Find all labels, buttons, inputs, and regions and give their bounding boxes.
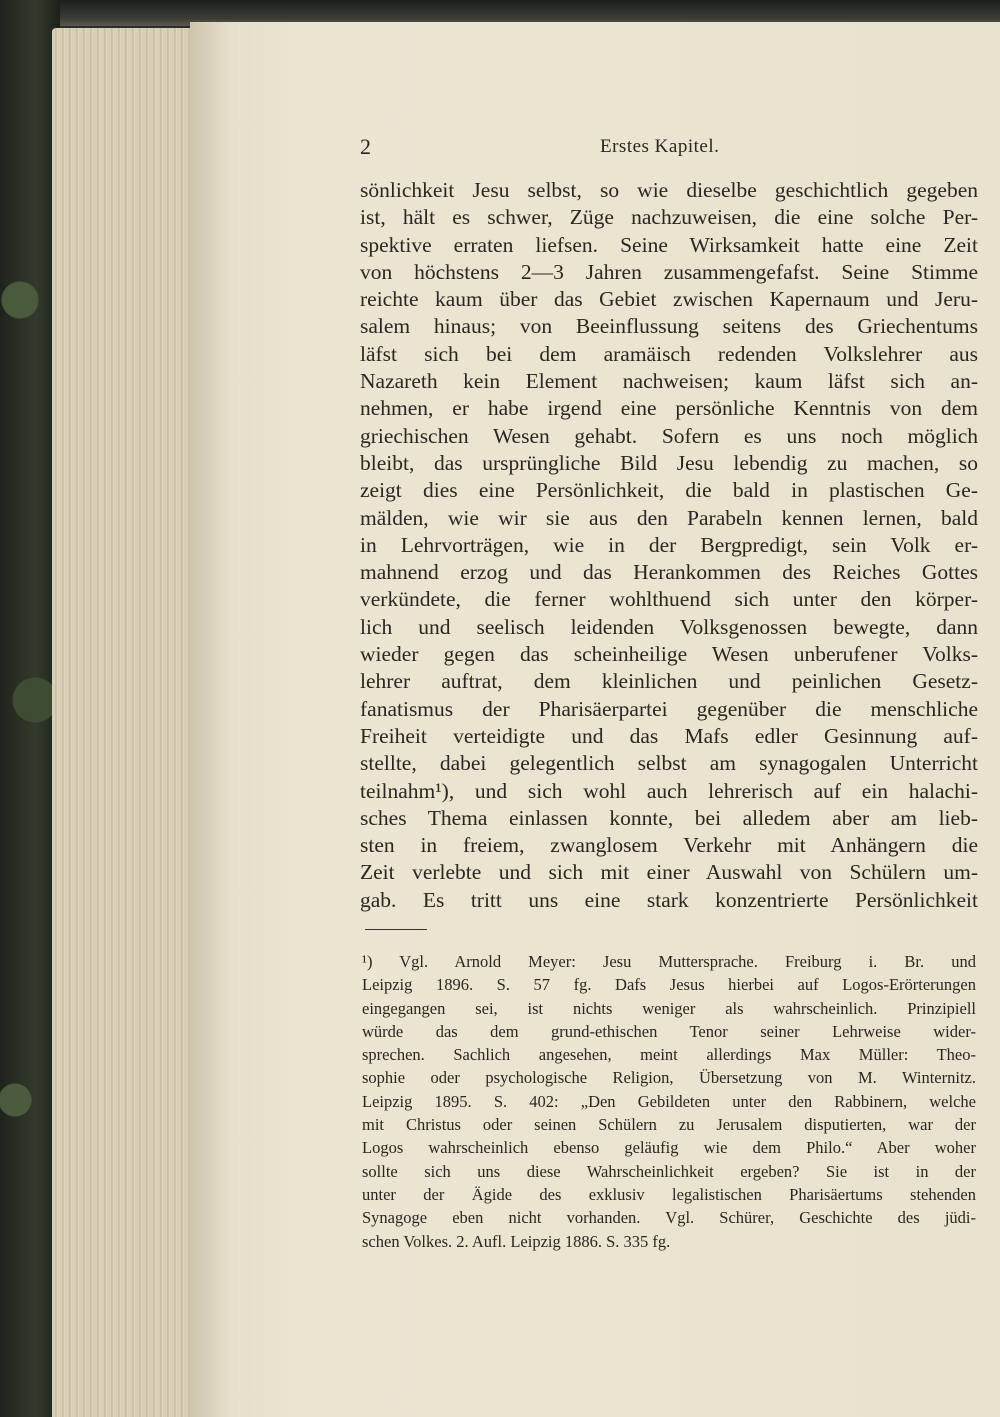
body-line: griechischen Wesen gehabt. Sofern es uns noch möglich bbox=[360, 423, 978, 448]
footnote-line: eingegangen sei, ist nichts weniger als wahrscheinlich. Prinzipiell bbox=[362, 998, 976, 1018]
footnote-line: Leipzig 1895. S. 402: „Den Gebildeten unter den Rabbinern, welche bbox=[362, 1091, 976, 1111]
page-number: 2 bbox=[360, 134, 371, 159]
body-line: lehrer auftrat, dem kleinlichen und peinlichen Gesetz- bbox=[360, 669, 978, 694]
body-line: in Lehrvorträgen, wie in der Bergpredigt, sein Volk er- bbox=[360, 532, 978, 557]
body-line: sönlichkeit Jesu selbst, so wie dieselbe geschichtlich gegeben bbox=[360, 178, 978, 202]
body-line: reichte kaum über das Gebiet zwischen Kapernaum und Jeru- bbox=[360, 287, 978, 312]
footnote-line: Leipzig 1896. S. 57 fg. Dafs Jesus hierbei auf Logos-Erörterungen bbox=[362, 975, 976, 995]
body-line: bleibt, das ursprüngliche Bild Jesu lebendig zu machen, so bbox=[360, 450, 978, 475]
body-line: fanatismus der Pharisäerpartei gegenüber die menschliche bbox=[360, 696, 978, 721]
page-header bbox=[360, 130, 980, 160]
body-line: wieder gegen das scheinheilige Wesen unberufener Volks- bbox=[360, 642, 978, 667]
footnote-line: schen Volkes. 2. Aufl. Leipzig 1886. S. 335 fg. bbox=[362, 1231, 671, 1251]
body-line: Nazareth kein Element nachweisen; kaum läfst sich an- bbox=[360, 369, 978, 394]
running-head: Erstes Kapitel. bbox=[600, 136, 720, 157]
footnote-line: Logos wahrscheinlich ebenso geläufig wie dem Philo.“ Aber woher bbox=[362, 1138, 976, 1158]
book-cover bbox=[0, 0, 60, 1417]
body-line: von höchstens 2—3 Jahren zusammengefafst. Seine Stimme bbox=[360, 259, 978, 284]
footnote-line: ¹) Vgl. Arnold Meyer: Jesu Muttersprache. Freiburg i. Br. und bbox=[362, 952, 976, 971]
footnote-line: Synagoge eben nicht vorhanden. Vgl. Schürer, Geschichte des jüdi- bbox=[362, 1208, 976, 1228]
body-line: zeigt dies eine Persönlichkeit, die bald in plastischen Ge- bbox=[360, 478, 978, 503]
body-line: verkündete, die ferner wohlthuend sich unter den körper- bbox=[360, 587, 978, 612]
footnote bbox=[362, 950, 976, 1253]
body-line: teilnahm¹), und sich wohl auch lehrerisch auf ein halachi- bbox=[360, 778, 978, 803]
body-line: sches Thema einlassen konnte, bei alledem aber am lieb- bbox=[360, 805, 978, 830]
body-line: Freiheit verteidigte und das Mafs edler Gesinnung auf- bbox=[360, 723, 978, 748]
body-line: ist, hält es schwer, Züge nachzuweisen, die eine solche Per- bbox=[360, 205, 978, 230]
body-line: gab. Es tritt uns eine stark konzentrierte Persönlichkeit bbox=[360, 887, 978, 912]
footnote-line: sprechen. Sachlich angesehen, meint allerdings Max Müller: Theo- bbox=[362, 1045, 976, 1065]
footnote-line: unter der Ägide des exklusiv legalistischen Pharisäertums stehenden bbox=[362, 1184, 976, 1204]
footnote-line: sophie oder psychologische Religion, Übersetzung von M. Winternitz. bbox=[362, 1068, 976, 1088]
body-line: Zeit verlebte und sich mit einer Auswahl von Schülern um- bbox=[360, 860, 978, 885]
footnote-line: mit Christus oder seinen Schülern zu Jerusalem disputierten, war der bbox=[362, 1115, 976, 1135]
body-line: sten in freiem, zwanglosem Verkehr mit Anhängern die bbox=[360, 833, 978, 858]
body-line: salem hinaus; von Beeinflussung seitens des Griechentums bbox=[360, 314, 978, 339]
body-line: lich und seelisch leidenden Volksgenossen bewegte, dann bbox=[360, 614, 978, 639]
body-line: mälden, wie wir sie aus den Parabeln kennen lernen, bald bbox=[360, 505, 978, 530]
page-edges bbox=[52, 28, 202, 1417]
footnote-line: würde das dem grund-ethischen Tenor seiner Lehrweise wider- bbox=[362, 1021, 976, 1041]
body-line: spektive erraten liefsen. Seine Wirksamkeit hatte eine Zeit bbox=[360, 232, 978, 257]
footnote-line: sollte sich uns diese Wahrscheinlichkeit ergeben? Sie ist in der bbox=[362, 1161, 976, 1181]
body-line: läfst sich bei dem aramäisch redenden Volkslehrer aus bbox=[360, 341, 978, 366]
body-line: stellte, dabei gelegentlich selbst am synagogalen Unterricht bbox=[360, 751, 978, 776]
footnote-rule bbox=[365, 929, 427, 930]
body-line: nehmen, er habe irgend eine persönliche Kenntnis von dem bbox=[360, 396, 978, 421]
body-text bbox=[360, 177, 978, 914]
body-line: mahnend erzog und das Herankommen des Reiches Gottes bbox=[360, 560, 978, 585]
